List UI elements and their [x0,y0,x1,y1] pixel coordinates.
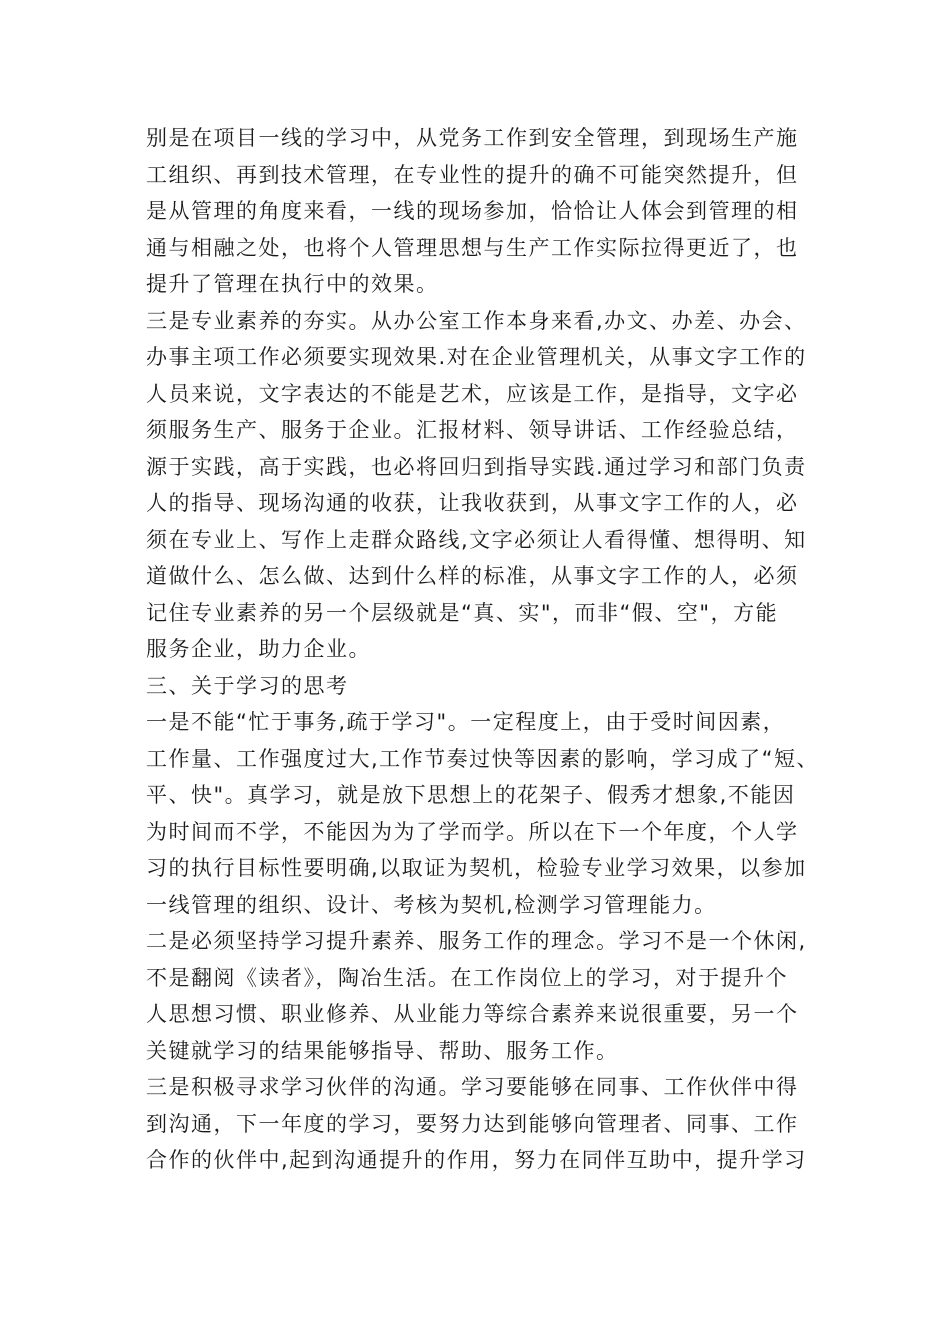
text-line: 别是在项目一线的学习中，从党务工作到安全管理，到现场生产施 [146,126,799,150]
text-line: 服务企业，助力企业。 [146,637,371,661]
text-line: 记住专业素养的另一个层级就是“真、实"，而非“假、空"，方能 [146,600,779,625]
text-line: 合作的伙伴中,起到沟通提升的作用，努力在同伴互助中，提升学习 [146,1148,807,1172]
text-line: 须服务生产、服务于企业。汇报材料、领导讲话、工作经验总结， [146,418,799,442]
text-line: 一线管理的组织、设计、考核为契机,检测学习管理能力。 [146,892,717,917]
text-line: 为时间而不学，不能因为为了学而学。所以在下一个年度，个人学 [146,819,799,844]
text-line: 人员来说，文字表达的不能是艺术，应该是工作，是指导，文字必 [146,381,799,406]
text-line: 习的执行目标性要明确,以取证为契机，检验专业学习效果，以参加 [146,856,807,880]
text-line: 办事主项工作必须要实现效果.对在企业管理机关，从事文字工作的 [146,345,807,369]
text-line: 平、快"。真学习，就是放下思想上的花架子、假秀才想象,不能因 [146,783,796,807]
text-line: 须在专业上、写作上走群众路线,文字必须让人看得懂、想得明、知 [146,527,807,552]
text-line: 通与相融之处，也将个人管理思想与生产工作实际拉得更近了，也 [146,235,799,260]
paragraph-start-line: 三是积极寻求学习伙伴的沟通。学习要能够在同事、工作伙伴中得 [146,1075,799,1099]
text-line: 工组织、再到技术管理，在专业性的提升的确不可能突然提升，但 [146,162,799,187]
text-line: 源于实践，高于实践，也必将回归到指导实践.通过学习和部门负责 [146,454,807,479]
paragraph-start-line: 三是专业素养的夯实。从办公室工作本身来看,办文、办差、办会、 [146,308,807,333]
paragraph-start-line: 二是必须坚持学习提升素养、服务工作的理念。学习不是一个休闲, [146,929,807,953]
paragraph-start-line: 一是不能“忙于事务,疏于学习"。一定程度上，由于受时间因素， [146,710,786,734]
text-line: 不是翻阅《读者》，陶冶生活。在工作岗位上的学习，对于提升个 [146,965,788,990]
text-line: 关键就学习的结果能够指导、帮助、服务工作。 [146,1038,619,1063]
text-line: 是从管理的角度来看，一线的现场参加，恰恰让人体会到管理的相 [146,199,799,223]
document-body [146,120,826,1179]
text-line: 提升了管理在执行中的效果。 [146,272,439,296]
section-heading: 三、关于学习的思考 [146,673,349,698]
text-line: 人思想习惯、职业修养、从业能力等综合素养来说很重要，另一个 [146,1002,799,1026]
text-line: 人的指导、现场沟通的收获，让我收获到，从事文字工作的人，必 [146,491,799,515]
text-line: 道做什么、怎么做、达到什么样的标准，从事文字工作的人，必须 [146,564,799,588]
text-line: 到沟通，下一年度的学习，要努力达到能够向管理者、同事、工作 [146,1111,799,1136]
text-line: 工作量、工作强度过大,工作节奏过快等因素的影响，学习成了“短、 [146,746,820,771]
